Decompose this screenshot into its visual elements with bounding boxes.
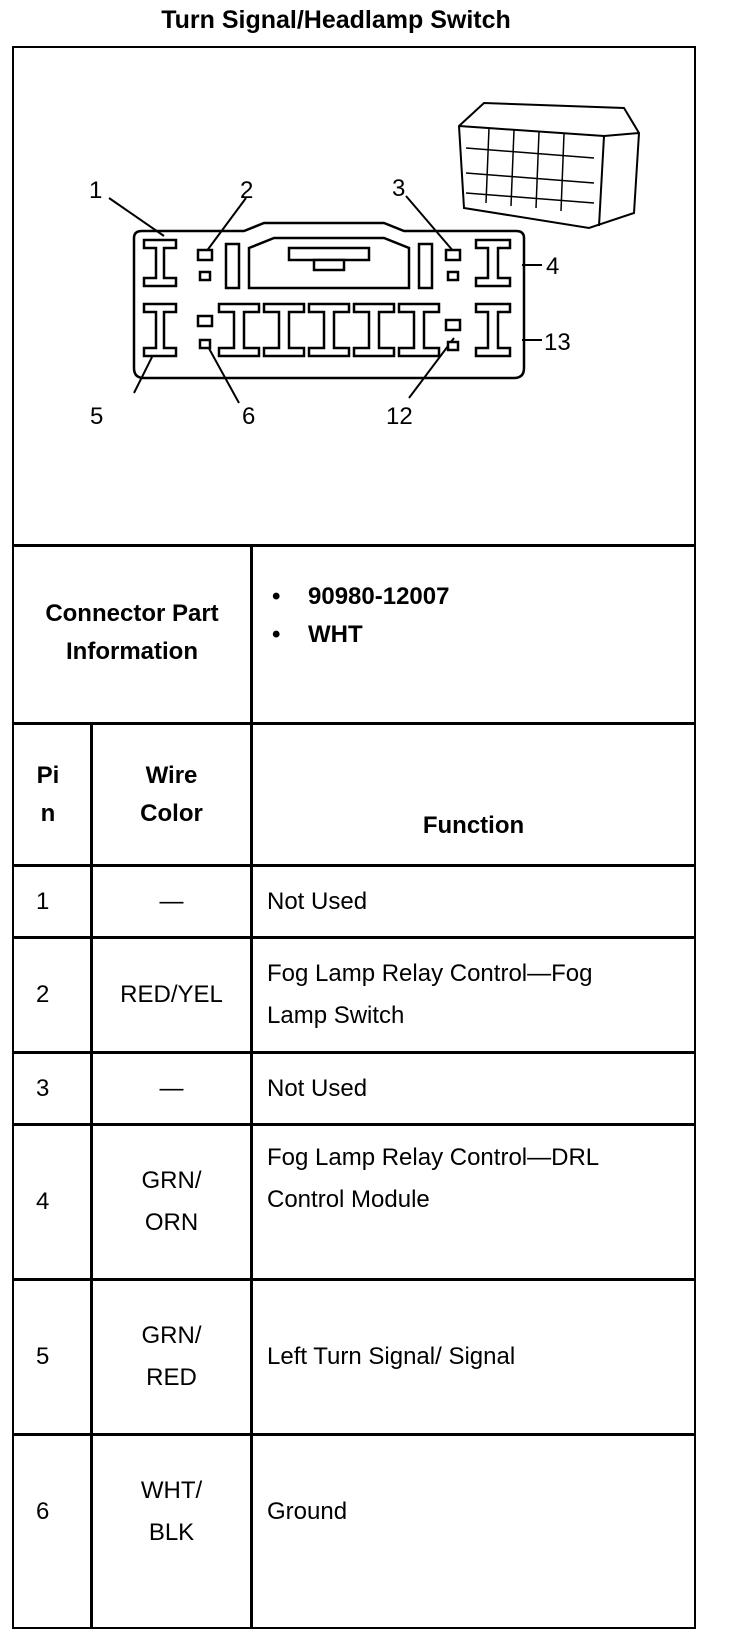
table-row-1-pin: 1 <box>36 887 50 915</box>
header-pin: Pin <box>36 761 60 827</box>
table-row-4-function: Fog Lamp Relay Control—DRL Control Module <box>267 1143 599 1213</box>
leader-lines <box>109 196 542 403</box>
table-row-3-function: Not Used <box>267 1074 368 1102</box>
column-divider-function <box>250 544 253 1629</box>
pin-label-3: 3 <box>392 175 406 202</box>
table-row-3-wire: — <box>159 1074 184 1102</box>
pin-label-13: 13 <box>544 329 571 356</box>
table-row-5-pin: 5 <box>36 1343 50 1370</box>
connector-info-item: • 90980-12007 <box>272 583 450 610</box>
table-row-1-function: Not Used <box>267 887 368 915</box>
table-row-6-pin: 6 <box>36 1498 50 1525</box>
page-title: Turn Signal/Headlamp Switch <box>161 6 511 34</box>
bottom-row-pins <box>144 304 510 356</box>
table-row-3-pin: 3 <box>36 1074 50 1102</box>
header-function: Function <box>422 812 525 839</box>
table-row-1-wire: — <box>159 887 184 915</box>
table-row-5-wire: GRN/RED <box>141 1322 202 1391</box>
connector-3d-icon <box>459 103 639 228</box>
pin-label-12: 12 <box>386 403 413 430</box>
table-row-4-wire: GRN/ORN <box>141 1167 202 1236</box>
table-row-2-function: Fog Lamp Relay Control—Fog Lamp Switch <box>267 960 593 1029</box>
pin-label-5: 5 <box>90 403 104 430</box>
table-row-5-function: Left Turn Signal/ Signal <box>267 1343 516 1370</box>
table-row-4-pin: 4 <box>36 1188 50 1215</box>
top-row-pins <box>144 238 510 288</box>
table-row-2-wire: RED/YEL <box>120 981 223 1008</box>
connector-info-list <box>272 578 449 654</box>
pin-label-2: 2 <box>240 177 254 204</box>
pin-label-1: 1 <box>89 177 103 204</box>
table-row-2-pin: 2 <box>36 981 50 1008</box>
table-row-6-wire: WHT/BLK <box>140 1477 203 1546</box>
pin-label-4: 4 <box>546 253 560 280</box>
connector-info-item: • WHT <box>272 621 363 648</box>
table-row-6-function: Ground <box>267 1498 348 1525</box>
connector-info-label: Connector Part Information <box>45 600 219 665</box>
pin-label-6: 6 <box>242 403 256 430</box>
connector-sheet <box>12 46 696 1629</box>
header-wire-color: Wire Color <box>140 761 203 827</box>
connector-face-drawing <box>14 48 694 544</box>
connector-diagram <box>14 48 694 547</box>
